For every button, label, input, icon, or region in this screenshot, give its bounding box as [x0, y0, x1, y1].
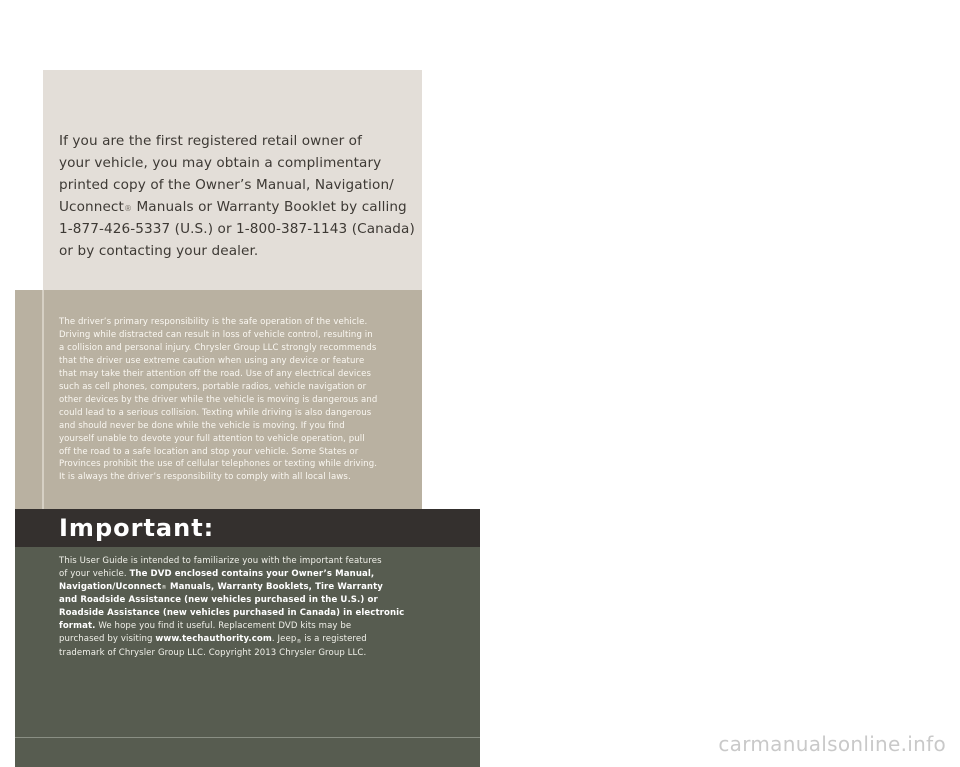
owner-notice-line: Manuals or Warranty Booklet by calling — [132, 199, 407, 215]
warning-line: Provinces prohibit the use of cellular telephones or texting while driving. — [59, 459, 378, 470]
phone-numbers: 1-877-426-5337 (U.S.) or 1-800-387-1143 (Canada) — [59, 221, 415, 237]
guide-bold-text: The DVD enclosed contains your Owner’s Manual, — [129, 569, 375, 579]
warning-line: other devices by the driver while the vehicle is moving is dangerous and — [59, 394, 378, 405]
left-accent-strip — [15, 290, 42, 509]
bottom-divider — [15, 737, 480, 738]
owner-notice-line: If you are the first registered retail owner of — [59, 133, 362, 149]
registered-mark: ® — [161, 585, 167, 591]
owner-notice-line: or by contacting your dealer. — [59, 243, 259, 259]
registered-mark: ® — [296, 639, 302, 645]
guide-line: . Jeep — [271, 634, 297, 644]
site-watermark: carmanualsonline.info — [718, 732, 946, 756]
important-header-bar — [15, 509, 480, 547]
techauthority-link[interactable]: www.techauthority.com — [155, 634, 272, 644]
driver-warning-text — [59, 316, 411, 484]
warning-line: yourself unable to devote your full attention to vehicle operation, pull — [59, 433, 365, 444]
warning-line: a collision and personal injury. Chrysler Group LLC strongly recommends — [59, 342, 377, 353]
copyright-line: trademark of Chrysler Group LLC. Copyright 2013 Chrysler Group LLC. — [59, 648, 367, 658]
important-heading: Important: — [59, 514, 215, 542]
guide-line: purchased by visiting — [59, 634, 156, 644]
owner-notice-panel — [43, 70, 422, 290]
owner-notice-line: printed copy of the Owner’s Manual, Navigation/ — [59, 177, 394, 193]
guide-bold-text: and Roadside Assistance (new vehicles purchased in the U.S.) or — [59, 595, 378, 605]
warning-line: and should never be done while the vehicle is moving. If you find — [59, 420, 345, 431]
warning-line: It is always the driver’s responsibility to comply with all local laws. — [59, 472, 351, 483]
guide-bold-text: Manuals, Warranty Booklets, Tire Warranty — [166, 582, 383, 592]
guide-line: This User Guide is intended to familiarize you with the important features — [59, 556, 382, 566]
warning-line: The driver’s primary responsibility is the safe operation of the vehicle. — [59, 317, 368, 327]
guide-bold-text: format. — [59, 621, 96, 631]
warning-line: could lead to a serious collision. Texting while driving is also dangerous — [59, 407, 372, 418]
uconnect-brand: Uconnect — [59, 199, 124, 215]
guide-line: is a registered — [301, 634, 367, 644]
guide-bold-text: Roadside Assistance (new vehicles purchased in Canada) in electronic — [59, 608, 405, 618]
driver-warning-panel — [44, 290, 422, 509]
guide-line: of your vehicle. — [59, 569, 130, 579]
guide-line: We hope you find it useful. Replacement DVD kits may be — [95, 621, 352, 631]
registered-mark: ® — [123, 204, 133, 213]
owner-notice-text — [59, 130, 421, 262]
user-guide-info-panel — [15, 547, 480, 767]
guide-bold-text: Navigation/Uconnect — [59, 582, 162, 592]
owner-notice-line: your vehicle, you may obtain a complimentary — [59, 155, 382, 171]
warning-line: off the road to a safe location and stop your vehicle. Some States or — [59, 446, 359, 457]
warning-line: Driving while distracted can result in loss of vehicle control, resulting in — [59, 329, 373, 340]
warning-line: such as cell phones, computers, portable radios, vehicle navigation or — [59, 381, 367, 392]
warning-line: that may take their attention off the road. Use of any electrical devices — [59, 368, 372, 379]
user-guide-text — [59, 555, 419, 660]
warning-line: that the driver use extreme caution when using any device or feature — [59, 355, 365, 366]
